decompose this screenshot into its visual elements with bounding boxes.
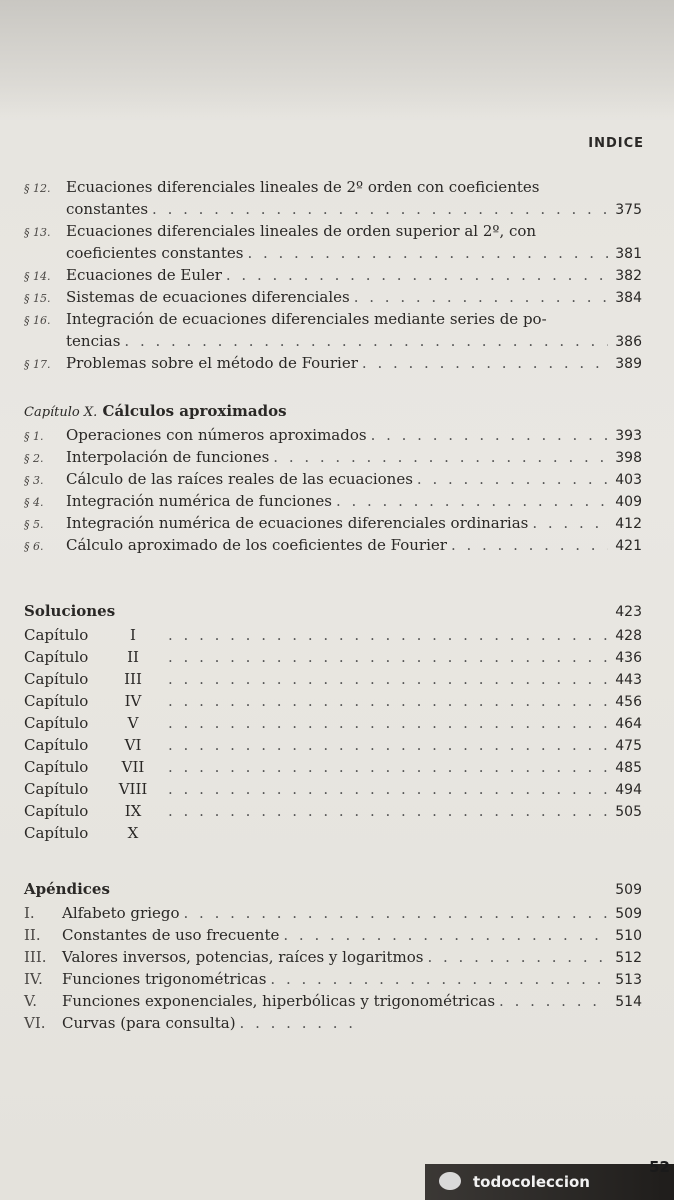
entry-title: Problemas sobre el método de Fourier (66, 354, 358, 372)
appendix-number: VI. (24, 1014, 46, 1032)
leader-dots (447, 534, 608, 556)
section-soluciones (24, 598, 642, 844)
leader-dots (164, 624, 608, 646)
page-number: 485 (615, 760, 642, 776)
section-number: § 16. (24, 314, 51, 327)
leader-dots (243, 242, 608, 264)
chapter-label: Capítulo (24, 648, 89, 666)
page-number: 428 (615, 628, 642, 644)
toc-row (24, 176, 642, 198)
chapter-label: Capítulo (24, 692, 89, 710)
solution-row (24, 624, 642, 646)
toc-row (24, 468, 642, 490)
leader-dots (164, 734, 608, 756)
solution-row (24, 800, 642, 822)
leader-dots (279, 924, 608, 946)
appendix-row (24, 968, 642, 990)
leader-dots (164, 756, 608, 778)
page-number: 409 (615, 494, 642, 510)
leader-dots (236, 1012, 364, 1034)
entry-title: Cálculo aproximado de los coeficientes de Fourier (66, 536, 447, 554)
leader-dots (350, 286, 608, 308)
toc-row (24, 286, 642, 308)
chapter-roman: VI (124, 736, 142, 754)
section-number: § 5. (24, 518, 44, 531)
chapter-heading (24, 398, 642, 424)
apendices-heading (24, 876, 642, 902)
chapter-roman: IV (124, 692, 142, 710)
apendices-title: Apéndices (24, 880, 110, 898)
entry-title: Interpolación de funciones (66, 448, 270, 466)
page-number: 512 (615, 950, 642, 966)
appendix-number: IV. (24, 970, 43, 988)
chapter-roman: VII (121, 758, 145, 776)
toc-row-continued (24, 242, 642, 264)
soluciones-heading (24, 598, 642, 624)
page-number: 456 (615, 694, 642, 710)
leader-dots (164, 690, 608, 712)
entry-title: Curvas (para consulta) (62, 1014, 236, 1032)
section-apendices (24, 876, 642, 1034)
entry-title: Ecuaciones diferenciales lineales de orden superior al 2º, con (66, 222, 537, 240)
entry-title: Operaciones con números aproximados (66, 426, 367, 444)
entry-title: Integración numérica de funciones (66, 492, 332, 510)
section-number: § 4. (24, 496, 44, 509)
leader-dots (269, 446, 608, 468)
chapter-label: Capítulo (24, 758, 89, 776)
chapter-roman: V (127, 714, 139, 732)
entry-title: Ecuaciones de Euler (66, 266, 222, 284)
page-number: 384 (615, 290, 642, 306)
entry-title: Constantes de uso frecuente (62, 926, 280, 944)
chapter-label: Capítulo (24, 626, 89, 644)
leader-dots (148, 198, 608, 220)
solution-row (24, 712, 642, 734)
entry-title: Alfabeto griego (62, 904, 180, 922)
appendix-row (24, 990, 642, 1012)
page-number: 381 (615, 246, 642, 262)
leader-dots (164, 646, 608, 668)
chapter-label: Capítulo (24, 780, 89, 798)
page-number: 412 (615, 516, 642, 532)
chapter-roman: III (124, 670, 142, 688)
appendix-row (24, 1012, 642, 1034)
appendix-number: V. (24, 992, 37, 1010)
page-number: 398 (615, 450, 642, 466)
section-number: § 12. (24, 182, 51, 195)
leader-dots (495, 990, 608, 1012)
toc-row (24, 446, 642, 468)
chapter-title: Cálculos aproximados (102, 402, 287, 420)
entry-title: Cálculo de las raíces reales de las ecuaciones (66, 470, 413, 488)
page-number: 423 (615, 604, 642, 620)
page-number: 375 (615, 202, 642, 218)
entry-title-cont: constantes (66, 200, 149, 218)
chapter-roman: IX (124, 802, 142, 820)
chapter-roman: II (127, 648, 139, 666)
toc-row-continued (24, 198, 642, 220)
leader-dots (413, 468, 608, 490)
leader-dots (222, 264, 608, 286)
chapter-label: Capítulo (24, 714, 89, 732)
entry-title: Sistemas de ecuaciones diferenciales (66, 288, 350, 306)
appendix-row (24, 924, 642, 946)
page-number: 389 (615, 356, 642, 372)
section-number: § 6. (24, 540, 44, 553)
entry-title: Funciones exponenciales, hiperbólicas y trigonométricas (62, 992, 496, 1010)
page-number: 509 (615, 906, 642, 922)
entry-title: Integración de ecuaciones diferenciales mediante series de po- (66, 310, 547, 328)
leader-dots (120, 330, 608, 352)
corner-page-number: 52 (649, 1158, 670, 1176)
leader-dots (164, 800, 608, 822)
solution-row (24, 778, 642, 800)
appendix-number: II. (24, 926, 41, 944)
toc-row (24, 424, 642, 446)
entry-title: Funciones trigonométricas (62, 970, 267, 988)
chapter-label: Capítulo (24, 802, 89, 820)
page-number: 393 (615, 428, 642, 444)
toc-row (24, 352, 642, 374)
solution-row (24, 668, 642, 690)
section-number: § 3. (24, 474, 44, 487)
toc-row (24, 220, 642, 242)
page-number: 514 (615, 994, 642, 1010)
page-number: 382 (615, 268, 642, 284)
toc-row (24, 512, 642, 534)
soluciones-title: Soluciones (24, 602, 116, 620)
page-number: 403 (615, 472, 642, 488)
leader-dots (332, 490, 608, 512)
toc-row (24, 490, 642, 512)
entry-title: Integración numérica de ecuaciones diferenciales ordinarias (66, 514, 529, 532)
page-number: 505 (615, 804, 642, 820)
page-number: 436 (615, 650, 642, 666)
chapter-label: Capítulo (24, 670, 89, 688)
chapter-label: Capítulo X. (24, 405, 98, 420)
chapter-label: Capítulo (24, 824, 89, 842)
section-number: § 17. (24, 358, 51, 371)
solution-row (24, 822, 642, 844)
page-number: 513 (615, 972, 642, 988)
leader-dots (180, 902, 608, 924)
leader-dots (358, 352, 608, 374)
solution-row (24, 646, 642, 668)
entry-title-cont: coeficientes constantes (66, 244, 244, 262)
toc-row (24, 308, 642, 330)
leader-dots (164, 778, 608, 800)
chapter-roman: X (127, 824, 139, 842)
section-number: § 14. (24, 270, 51, 283)
entry-title: Valores inversos, potencias, raíces y logaritmos (62, 948, 424, 966)
leader-dots (164, 712, 608, 734)
toc-row (24, 264, 642, 286)
section-number: § 15. (24, 292, 51, 305)
entry-title: Ecuaciones diferenciales lineales de 2º orden con coeficientes (66, 178, 540, 196)
chapter-label: Capítulo (24, 736, 89, 754)
page-number: 494 (615, 782, 642, 798)
page-shadow (0, 0, 674, 120)
watermark-text: todocoleccion (473, 1173, 590, 1191)
page-number: 421 (615, 538, 642, 554)
toc-row-continued (24, 330, 642, 352)
page-number: 443 (615, 672, 642, 688)
appendix-number: I. (24, 904, 35, 922)
page-header: INDICE (588, 136, 644, 151)
appendix-row (24, 902, 642, 924)
section-part1 (24, 176, 642, 374)
section-chapter-x (24, 398, 642, 556)
appendix-number: III. (24, 948, 47, 966)
leader-dots (423, 946, 608, 968)
logo-icon (439, 1172, 461, 1190)
solution-row (24, 756, 642, 778)
solution-row (24, 690, 642, 712)
page-number: 509 (615, 882, 642, 898)
appendix-row (24, 946, 642, 968)
section-number: § 2. (24, 452, 44, 465)
toc-row (24, 534, 642, 556)
leader-dots (528, 512, 608, 534)
watermark-banner (425, 1158, 674, 1200)
page-number: 464 (615, 716, 642, 732)
chapter-roman: VIII (118, 780, 148, 798)
page-number: 475 (615, 738, 642, 754)
section-number: § 1. (24, 430, 44, 443)
page-number: 386 (615, 334, 642, 350)
leader-dots (164, 668, 608, 690)
entry-title-cont: tencias (66, 332, 121, 350)
section-number: § 13. (24, 226, 51, 239)
solution-row (24, 734, 642, 756)
leader-dots (266, 968, 608, 990)
chapter-roman: I (130, 626, 136, 644)
page-number: 510 (615, 928, 642, 944)
leader-dots (367, 424, 608, 446)
